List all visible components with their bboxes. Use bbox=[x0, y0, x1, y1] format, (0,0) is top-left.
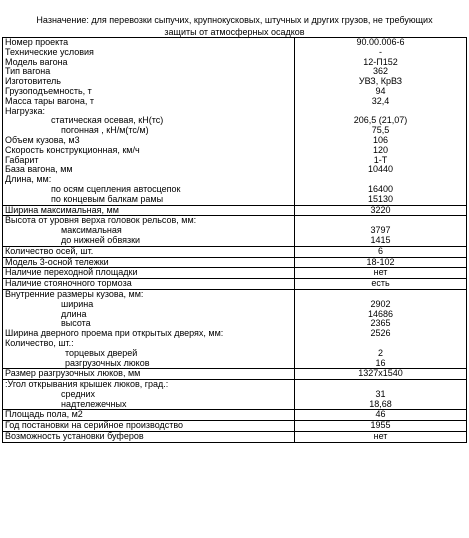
table-row bbox=[3, 165, 467, 175]
row-value: 46 bbox=[295, 410, 467, 421]
table-row bbox=[3, 268, 467, 279]
table-row bbox=[3, 67, 467, 77]
row-value: 3797 bbox=[295, 226, 467, 236]
row-label: разгрузочных люков bbox=[3, 359, 295, 369]
table-row bbox=[3, 97, 467, 107]
row-label: Модель вагона bbox=[3, 58, 295, 68]
table-row bbox=[3, 246, 467, 257]
row-label: Скорость конструкционная, км/ч bbox=[3, 146, 295, 156]
table-row bbox=[3, 48, 467, 58]
table-row bbox=[3, 369, 467, 380]
row-value: 16400 bbox=[295, 185, 467, 195]
row-label: База вагона, мм bbox=[3, 165, 295, 175]
table-row bbox=[3, 236, 467, 246]
table-row bbox=[3, 380, 467, 390]
row-label: Высота от уровня верха головок рельсов, мм: bbox=[3, 216, 295, 226]
table-row bbox=[3, 310, 467, 320]
table-row bbox=[3, 216, 467, 226]
row-value: УВЗ, КрВЗ bbox=[295, 77, 467, 87]
row-label: Наличие стояночного тормоза bbox=[3, 279, 295, 290]
table-row bbox=[3, 400, 467, 410]
table-row bbox=[3, 205, 467, 216]
row-label: Количество, шт.: bbox=[3, 339, 295, 349]
row-label: Наличие переходной площадки bbox=[3, 268, 295, 279]
row-label: торцевых дверей bbox=[3, 349, 295, 359]
row-label: длина bbox=[3, 310, 295, 320]
row-value: 2526 bbox=[295, 329, 467, 339]
table-row bbox=[3, 58, 467, 68]
row-value: 1955 bbox=[295, 421, 467, 432]
table-row bbox=[3, 329, 467, 339]
row-value: 32,4 bbox=[295, 97, 467, 107]
row-label: высота bbox=[3, 319, 295, 329]
row-value: 120 bbox=[295, 146, 467, 156]
purpose-line-1: Назначение: для перевозки сыпучих, крупнокусковых, штучных и других грузов, не требующих bbox=[36, 15, 433, 25]
row-value: - bbox=[295, 48, 467, 58]
table-row bbox=[3, 156, 467, 166]
row-value bbox=[295, 339, 467, 349]
row-value: 6 bbox=[295, 246, 467, 257]
table-row bbox=[3, 126, 467, 136]
row-label: Технические условия bbox=[3, 48, 295, 58]
row-label: Номер проекта bbox=[3, 38, 295, 48]
row-label: средних bbox=[3, 390, 295, 400]
row-value: 18-102 bbox=[295, 257, 467, 268]
row-value bbox=[295, 216, 467, 226]
row-value: 75,5 bbox=[295, 126, 467, 136]
row-value: нет bbox=[295, 432, 467, 443]
table-row bbox=[3, 421, 467, 432]
purpose-header bbox=[0, 14, 469, 38]
row-value bbox=[295, 289, 467, 299]
table-row bbox=[3, 339, 467, 349]
row-value: 362 bbox=[295, 67, 467, 77]
row-label: по осям сцепления автосцепок bbox=[3, 185, 295, 195]
row-label: Ширина дверного проема при открытых дверях, мм: bbox=[3, 329, 295, 339]
row-label: Габарит bbox=[3, 156, 295, 166]
table-row bbox=[3, 136, 467, 146]
table-row bbox=[3, 107, 467, 117]
table-row bbox=[3, 319, 467, 329]
table-row bbox=[3, 410, 467, 421]
table-row bbox=[3, 185, 467, 195]
row-label: Возможность установки буферов bbox=[3, 432, 295, 443]
table-row bbox=[3, 38, 467, 48]
row-label: Ширина максимальная, мм bbox=[3, 205, 295, 216]
row-value: 2365 bbox=[295, 319, 467, 329]
row-value: 15130 bbox=[295, 195, 467, 205]
row-value: 31 bbox=[295, 390, 467, 400]
table-row bbox=[3, 146, 467, 156]
table-row bbox=[3, 195, 467, 205]
row-value bbox=[295, 175, 467, 185]
row-label: Размер разгрузочных люков, мм bbox=[3, 369, 295, 380]
row-value bbox=[295, 380, 467, 390]
row-value: 106 bbox=[295, 136, 467, 146]
row-label: Модель 3-осной тележки bbox=[3, 257, 295, 268]
row-label: Грузоподъемность, т bbox=[3, 87, 295, 97]
row-value: 206,5 (21,07) bbox=[295, 116, 467, 126]
table-row bbox=[3, 349, 467, 359]
table-row bbox=[3, 175, 467, 185]
row-label: Площадь пола, м2 bbox=[3, 410, 295, 421]
row-label: ширина bbox=[3, 300, 295, 310]
row-label: Масса тары вагона, т bbox=[3, 97, 295, 107]
purpose-line-2: защиты от атмосферных осадков bbox=[164, 27, 305, 37]
row-value: нет bbox=[295, 268, 467, 279]
row-label: Изготовитель bbox=[3, 77, 295, 87]
row-label: Объем кузова, м3 bbox=[3, 136, 295, 146]
table-row bbox=[3, 257, 467, 268]
row-value: 18,68 bbox=[295, 400, 467, 410]
table-row bbox=[3, 279, 467, 290]
table-row bbox=[3, 289, 467, 299]
row-value: 16 bbox=[295, 359, 467, 369]
table-row bbox=[3, 226, 467, 236]
row-label: Год постановки на серийное производство bbox=[3, 421, 295, 432]
row-label: погонная , кН/м(тс/м) bbox=[3, 126, 295, 136]
row-value: 1415 bbox=[295, 236, 467, 246]
row-label: Длина, мм: bbox=[3, 175, 295, 185]
row-label: надтележечных bbox=[3, 400, 295, 410]
table-row bbox=[3, 359, 467, 369]
row-label: Количество осей, шт. bbox=[3, 246, 295, 257]
row-value: 2 bbox=[295, 349, 467, 359]
row-value: 94 bbox=[295, 87, 467, 97]
row-label: по концевым балкам рамы bbox=[3, 195, 295, 205]
row-value bbox=[295, 107, 467, 117]
table-row bbox=[3, 432, 467, 443]
row-label: до нижней обвязки bbox=[3, 236, 295, 246]
row-label: :Угол открывания крышек люков, град.: bbox=[3, 380, 295, 390]
table-row bbox=[3, 390, 467, 400]
row-label: Тип вагона bbox=[3, 67, 295, 77]
row-value: 14686 bbox=[295, 310, 467, 320]
row-value: есть bbox=[295, 279, 467, 290]
row-label: максимальная bbox=[3, 226, 295, 236]
row-value: 2902 bbox=[295, 300, 467, 310]
row-value: 1-Т bbox=[295, 156, 467, 166]
table-row bbox=[3, 77, 467, 87]
row-value: 1327х1540 bbox=[295, 369, 467, 380]
row-value: 3220 bbox=[295, 205, 467, 216]
row-value: 10440 bbox=[295, 165, 467, 175]
table-row bbox=[3, 116, 467, 126]
row-value: 90.00.006-6 bbox=[295, 38, 467, 48]
row-label: Нагрузка: bbox=[3, 107, 295, 117]
row-label: статическая осевая, кН(тс) bbox=[3, 116, 295, 126]
row-value: 12-П152 bbox=[295, 58, 467, 68]
row-label: Внутренние размеры кузова, мм: bbox=[3, 289, 295, 299]
spec-table bbox=[2, 37, 467, 443]
table-row bbox=[3, 87, 467, 97]
table-row bbox=[3, 300, 467, 310]
